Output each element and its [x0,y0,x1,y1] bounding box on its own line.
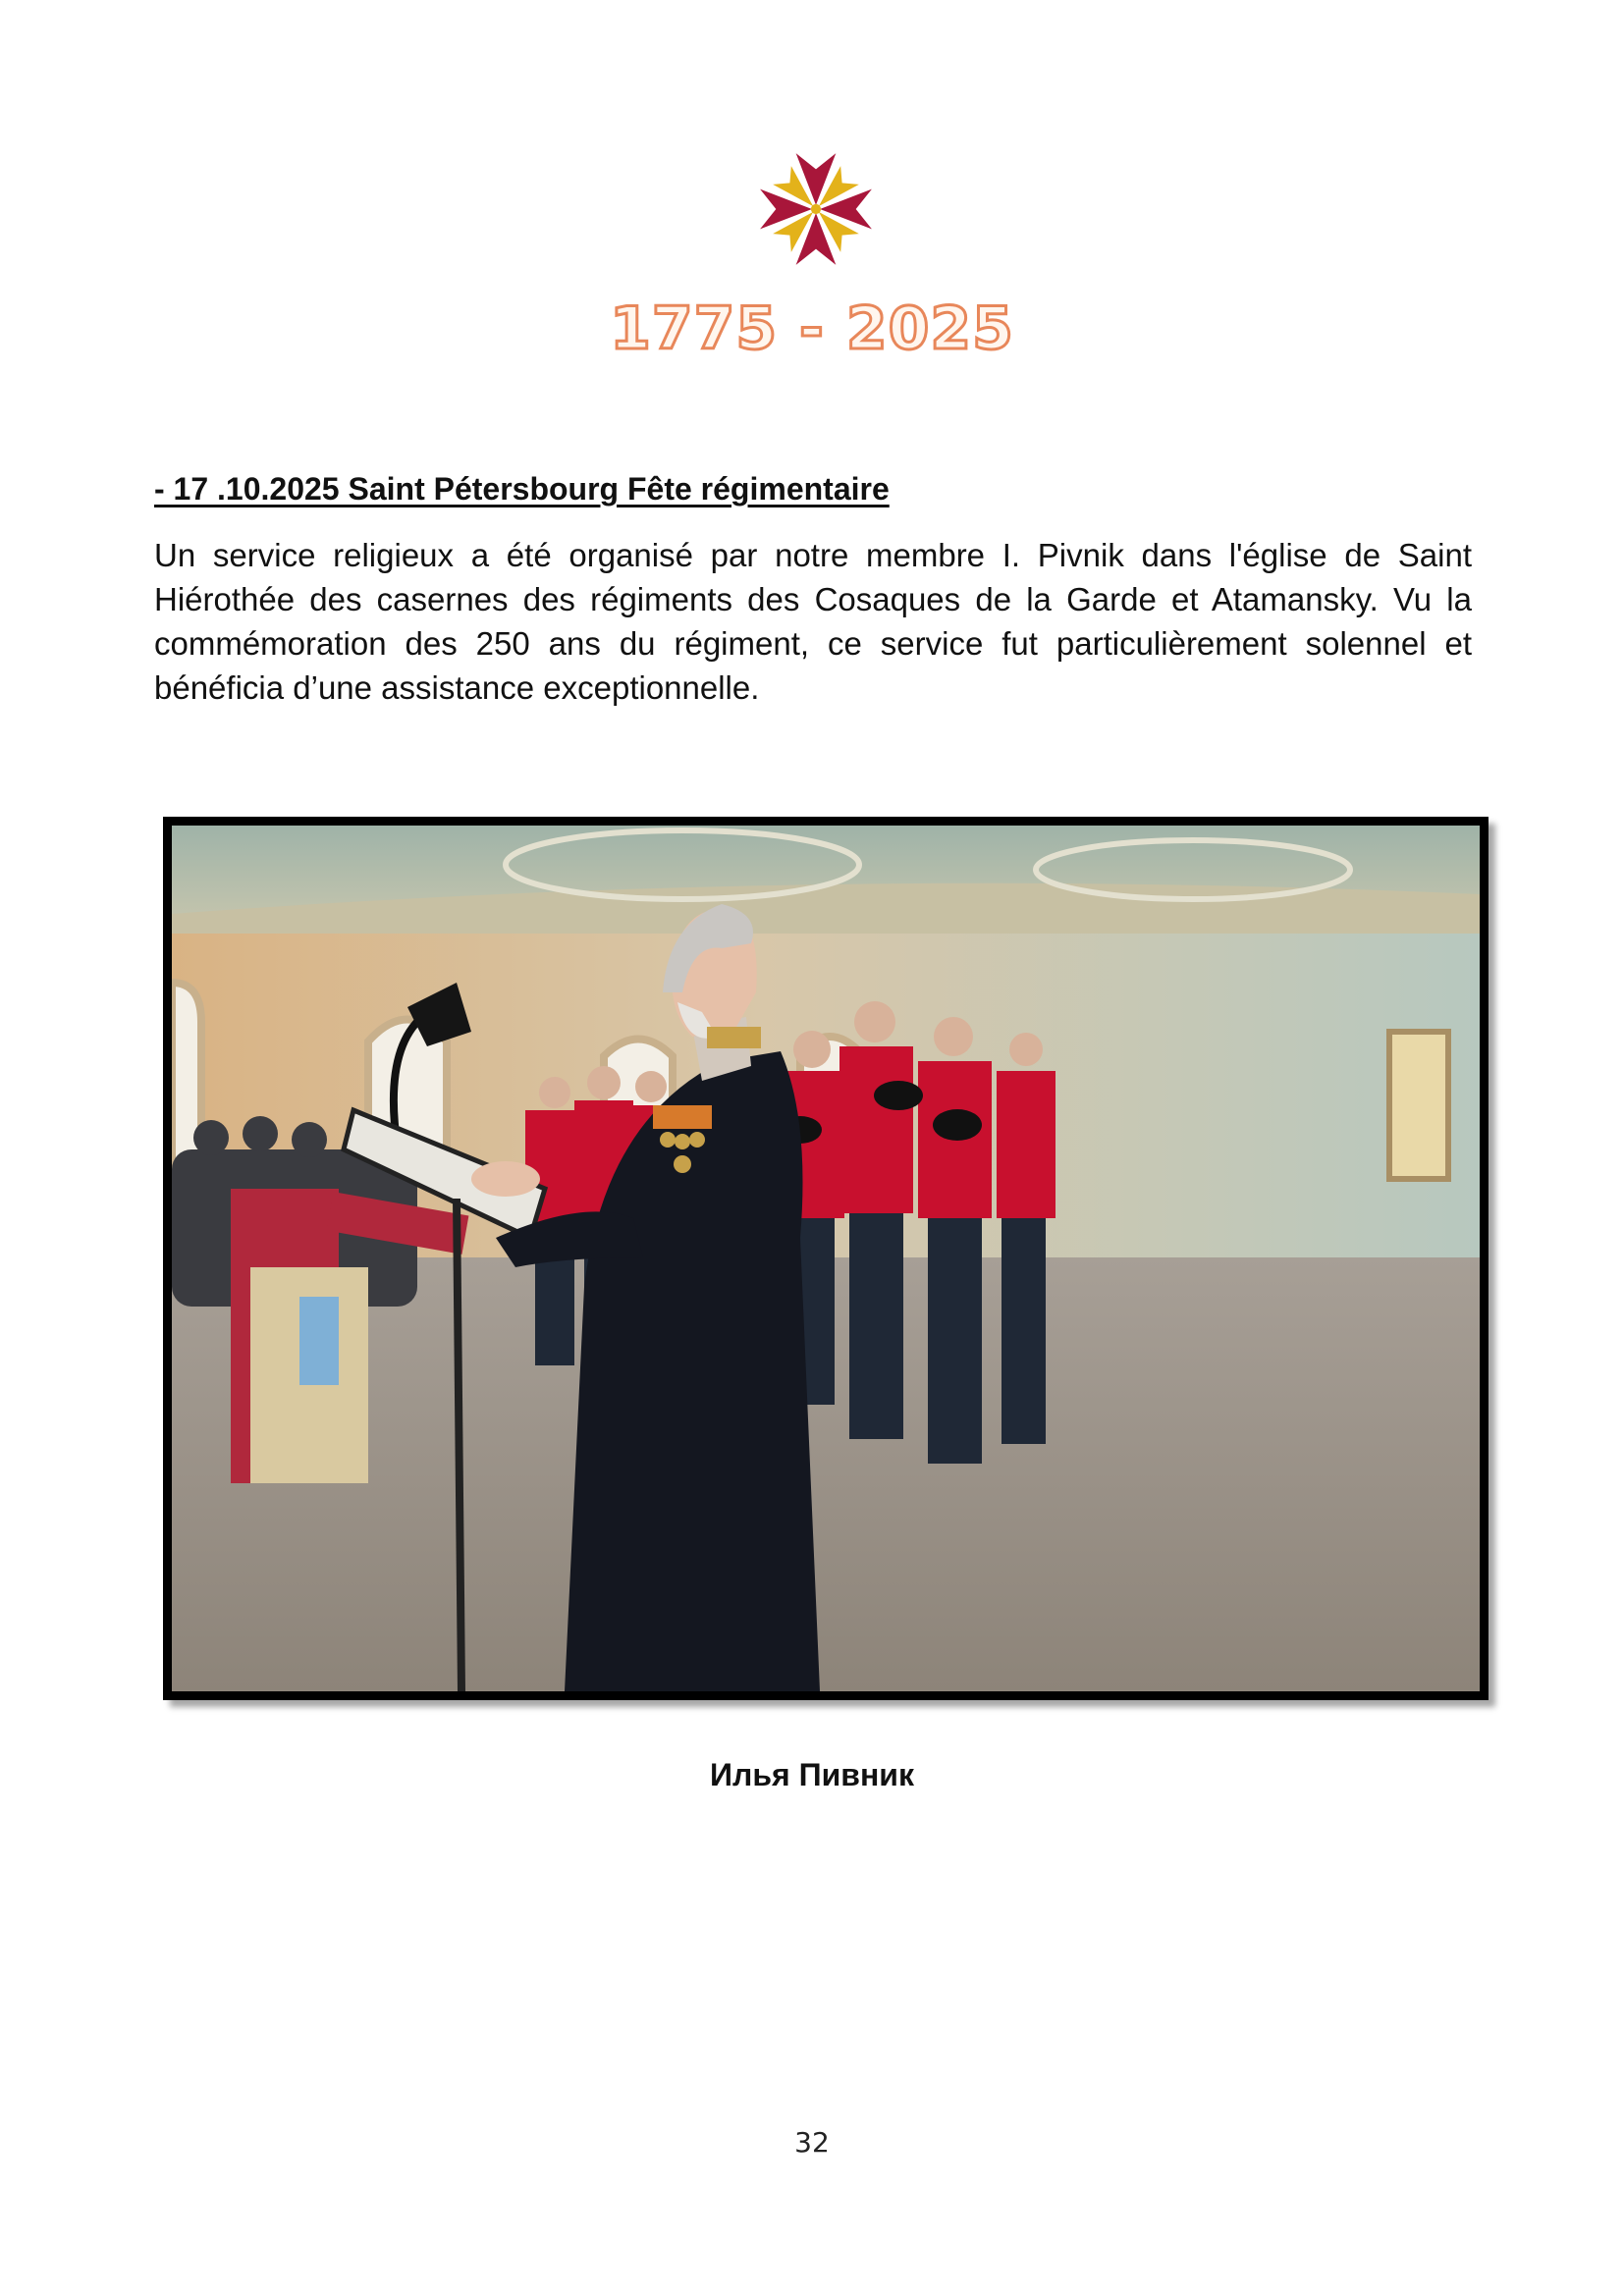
photo-frame [163,817,1489,1700]
anniversary-years: 1775 - 2025 [610,294,1014,363]
ceremony-photo [172,826,1480,1691]
article-heading: - 17 .10.2025 Saint Pétersbourg Fête régimentaire [154,471,890,507]
photo-caption: Илья Пивник [710,1757,914,1792]
page-number: 32 [794,2126,830,2159]
maltese-cross-icon [756,149,876,269]
article-body: Un service religieux a été organisé par notre membre I. Pivnik dans l'église de Saint Hiérothée des casernes des régiments des Cosaques de la Garde et Atamansky. Vu la commémoration des 250 ans du régiment, ce service fut particulièrement solennel et bénéficia d’une assistance exceptionnelle. [154,537,1472,706]
